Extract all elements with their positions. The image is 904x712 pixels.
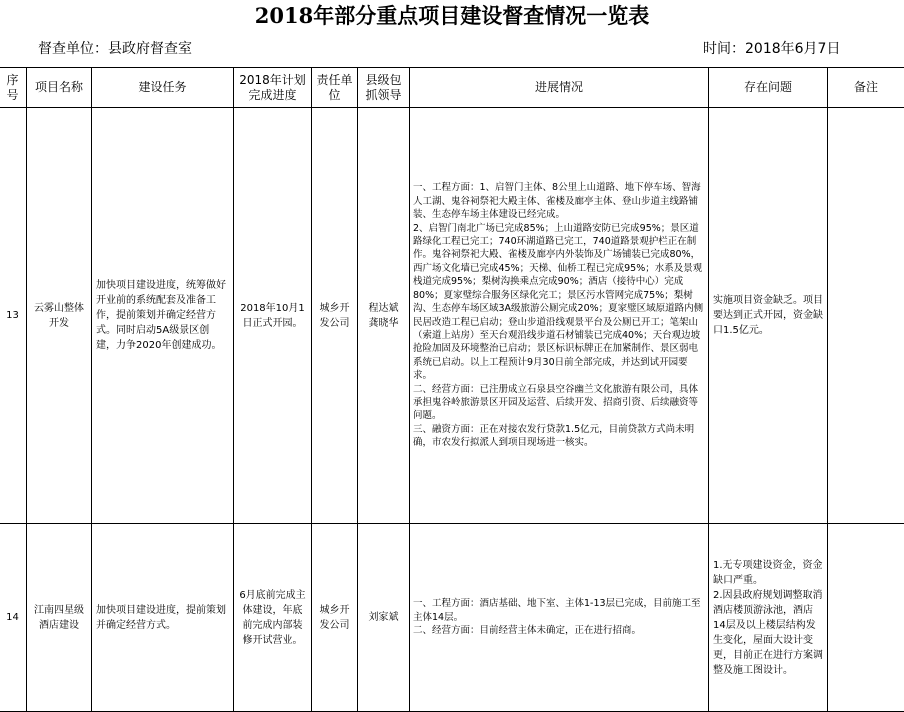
header-progress: 进展情况: [410, 68, 709, 108]
row-note: [828, 524, 904, 712]
header-dept: 责任单位: [312, 68, 358, 108]
row-leader: 程达斌 龚晓华: [358, 108, 410, 524]
row-seq: 14: [0, 524, 27, 712]
page-title: 2018年部分重点项目建设督查情况一览表: [0, 0, 904, 34]
header-note: 备注: [828, 68, 904, 108]
row-note: [828, 108, 904, 524]
row-plan: 6月底前完成主体建设，年底前完成内部装修开试营业。: [234, 524, 312, 712]
row-plan: 2018年10月1日正式开园。: [234, 108, 312, 524]
row-progress: 一、工程方面：1、启智门主体、8公里上山道路、地下停车场、智海人工湖、鬼谷祠祭祀大殿主体、雀楼及廊亭主体、登山步道主线路铺装、生态停车场主体建设已经完成。 2、启智门南北广场已完成85%；上山道路安防已完成95%；景区道路绿化工程已完工；740环湖道路已完工，740道路景观护栏正在制作。鬼谷祠祭祀大殿、雀楼及廊亭内外装饰及广场铺装已完成80%，西广场文化墙已完成45%；天梯、仙桥工程已完成95%；水系及景观栈道完成95%；梨树沟换乘点完成90%；酒店（接待中心）完成80%；夏家璧综合服务区绿化完工；景区污水管网完成75%；梨树沟、生态停车场区域3A级旅游公厕完成20%；夏家璧区域原道路内侧民居改造工程已启动；登山步道沿线观景平台及公厕已开工；笔架山（索道上站房）至天台观沿线步道石材铺装已完成40%；天台观边坡抢险加固及环境整治已启动；景区标识标牌正在加紧制作、景区弱电系统已启动。以上工程预计9月30日前全部完成，并达到试开园要求。 二、经营方面：已注册成立石泉县空谷幽兰文化旅游有限公司，具体承担鬼谷岭旅游景区开园及运营、后续开发、招商引资、后续融资等问题。 三、融资方面：正在对接农发行贷款1.5亿元，目前贷款方式尚未明确，市农发行拟派人到项目现场进一核实。: [410, 108, 709, 524]
header-plan: 2018年计划完成进度: [234, 68, 312, 108]
row-dept: 城乡开发公司: [312, 108, 358, 524]
row-seq: 13: [0, 108, 27, 524]
project-table: [0, 67, 904, 712]
header-name: 项目名称: [27, 68, 92, 108]
table-row: [0, 524, 904, 712]
row-task: 加快项目建设进度，统筹做好开业前的系统配套及准备工作，提前策划并确定经营方式。同时启动5A级景区创建，力争2020年创建成功。: [92, 108, 234, 524]
supervising-unit: 督查单位：县政府督查室: [38, 35, 192, 67]
table-header-row: [0, 68, 904, 108]
row-name: 云雾山整体开发: [27, 108, 92, 524]
header-problem: 存在问题: [709, 68, 828, 108]
header-task: 建设任务: [92, 68, 234, 108]
row-problem: 实施项目资金缺乏。项目要达到正式开园，资金缺口1.5亿元。: [709, 108, 828, 524]
row-task: 加快项目建设进度，提前策划并确定经营方式。: [92, 524, 234, 712]
row-dept: 城乡开发公司: [312, 524, 358, 712]
row-problem: 1.无专项建设资金，资金缺口严重。 2.因县政府规划调整取消酒店楼顶游泳池，酒店14层及以上楼层结构发生变化，屋面大设计变更，目前正在进行方案调整及施工图设计。: [709, 524, 828, 712]
table-row: [0, 108, 904, 524]
report-date: 时间：2018年6月7日: [703, 35, 840, 67]
row-progress: 一、工程方面：酒店基础、地下室、主体1-13层已完成，目前施工至主体14层。 二、经营方面：目前经营主体未确定，正在进行招商。: [410, 524, 709, 712]
row-name: 江南四星级酒店建设: [27, 524, 92, 712]
header-leader: 县级包抓领导: [358, 68, 410, 108]
row-leader: 刘家斌: [358, 524, 410, 712]
header-seq: 序号: [0, 68, 27, 108]
